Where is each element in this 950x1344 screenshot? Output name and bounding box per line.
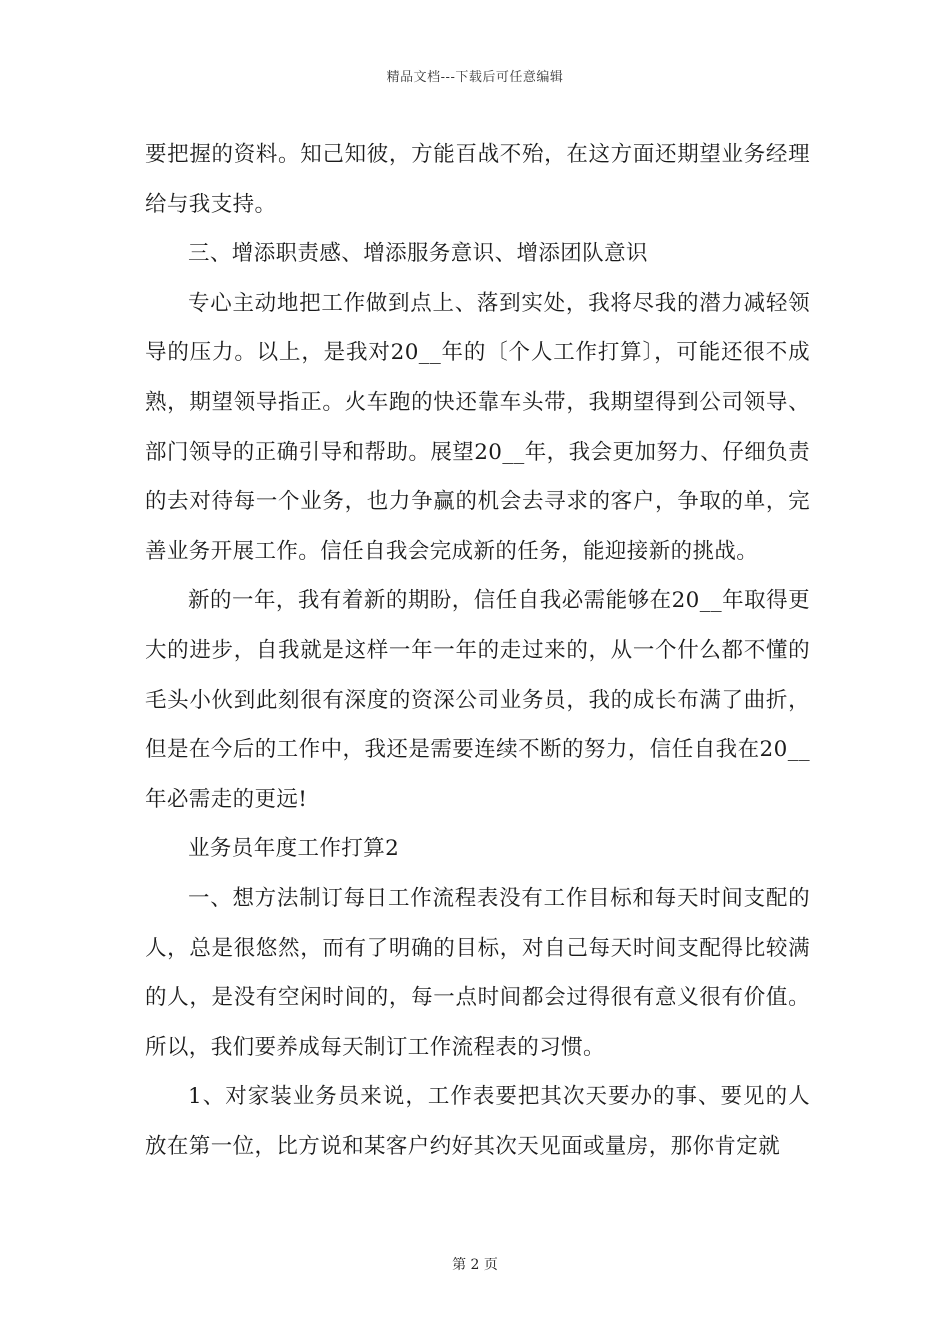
document-body <box>145 130 810 1171</box>
section-title: 业务员年度工作打算2 <box>188 836 400 862</box>
paragraph: 一、想方法制订每日工作流程表没有工作目标和每天时间支配的人，总是很悠然，而有了明确的目标，对自己每天时间支配得比较满的人，是没有空闲时间的，每一点时间都会过得很有意义很有价值。所以，我们要养成每天制订工作流程表的习惯。 <box>145 885 810 1060</box>
section-heading: 三、增添职责感、增添服务意识、增添团队意识 <box>188 241 648 267</box>
paragraph: 1、对家装业务员来说，工作表要把其次天要办的事、要见的人放在第一位，比方说和某客户约好其次天见面或量房，那你肯定就 <box>145 1084 810 1159</box>
paragraph: 专心主动地把工作做到点上、落到实处，我将尽我的潜力减轻领导的压力。以上，是我对20__年的〔个人工作打算〕，可能还很不成熟，期望领导指正。火车跑的快还靠车头带，我期望得到公司领导、部门领导的正确引导和帮助。展望20__年，我会更加努力、仔细负责的去对待每一个业务，也力争赢的机会去寻求的客户，争取的单，完善业务开展工作。信任自我会完成新的任务，能迎接新的挑战。 <box>145 290 810 564</box>
page-number: 第 2 页 <box>452 1257 498 1273</box>
paragraph: 要把握的资料。知己知彼，方能百战不殆，在这方面还期望业务经理给与我支持。 <box>145 142 810 217</box>
page-header: 精品文档---下载后可任意编辑 <box>386 70 564 85</box>
paragraph: 新的一年，我有着新的期盼，信任自我必需能够在20__年取得更大的进步，自我就是这样一年一年的走过来的，从一个什么都不懂的毛头小伙到此刻很有深度的资深公司业务员，我的成长布满了曲折，但是在今后的工作中，我还是需要连续不断的努力，信任自我在20__年必需走的更远! <box>145 588 810 812</box>
